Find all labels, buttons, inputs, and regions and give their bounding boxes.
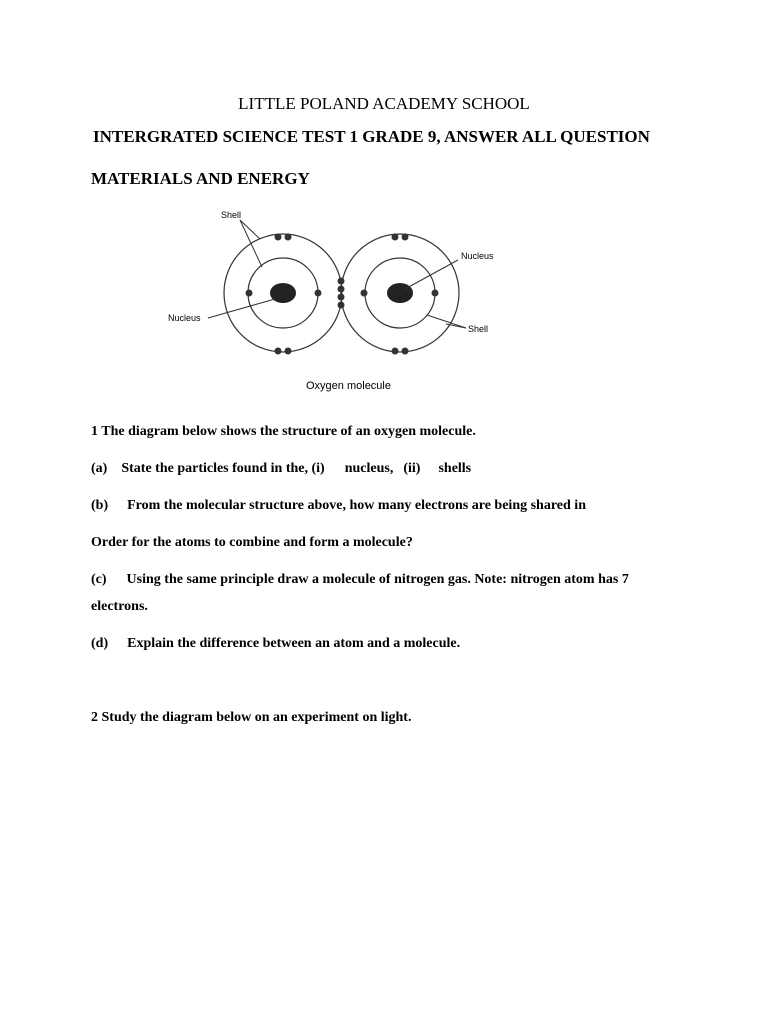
q1c-text: Using the same principle draw a molecule of nitrogen gas. Note: nitrogen atom has 7 — [126, 572, 629, 587]
q1b-label: (b) — [91, 498, 109, 513]
oxygen-molecule-diagram — [160, 205, 510, 395]
right-nucleus — [387, 283, 413, 303]
q1a-label: (a) — [91, 461, 108, 476]
q1a-part-ii: shells — [438, 461, 472, 476]
q1c-label: (c) — [91, 572, 107, 587]
nucleus-right-pointer — [405, 260, 458, 289]
shell-top-pointer-1 — [240, 220, 260, 239]
q1d-label: (d) — [91, 636, 109, 651]
q1b-continuation: Order for the atoms to combine and form a molecule? — [91, 535, 413, 550]
q1d-text: Explain the difference between an atom and a molecule. — [127, 636, 461, 651]
label-nucleus-right: Nucleus — [461, 251, 494, 261]
q1a-text: State the particles found in the, (i) — [121, 461, 325, 476]
q1c — [91, 572, 629, 588]
left-nucleus — [270, 283, 296, 303]
q2-intro: 2 Study the diagram below on an experiment on light. — [91, 710, 412, 725]
shell-right-pointer-2 — [427, 315, 466, 328]
nucleus-left-pointer — [208, 299, 275, 318]
q1-intro: 1 The diagram below shows the structure of an oxygen molecule. — [91, 424, 476, 439]
q1a-part-ii-label: (ii) — [403, 461, 421, 476]
q1d — [91, 636, 460, 652]
test-title: INTERGRATED SCIENCE TEST 1 GRADE 9, ANSWER ALL QUESTION — [93, 127, 650, 146]
diagram-caption: Oxygen molecule — [306, 380, 391, 392]
section-heading: MATERIALS AND ENERGY — [91, 169, 310, 188]
q1a-part-i: nucleus, — [344, 461, 394, 476]
school-name: LITTLE POLAND ACADEMY SCHOOL — [238, 94, 530, 113]
q1b-text: From the molecular structure above, how many electrons are being shared in — [127, 498, 586, 513]
label-shell-top: Shell — [221, 210, 242, 220]
q1b — [91, 498, 586, 514]
label-shell-right: Shell — [468, 324, 489, 334]
q1a — [91, 461, 471, 477]
shell-top-pointer-2 — [240, 220, 262, 267]
label-nucleus-left: Nucleus — [168, 313, 201, 323]
q1c-continuation: electrons. — [91, 599, 148, 614]
